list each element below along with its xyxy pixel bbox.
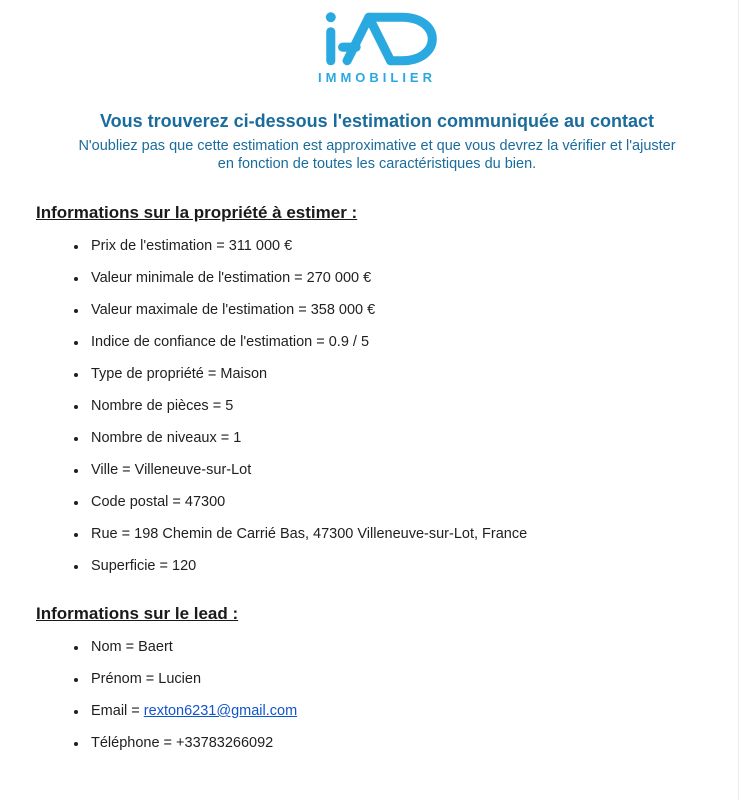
list-item-email bbox=[88, 702, 718, 721]
list-item-max-value: • Valeur maximale de l'estimation = 358 000 € bbox=[88, 301, 718, 320]
section-heading-property: Informations sur la propriété à estimer : bbox=[36, 203, 358, 222]
intro-subtitle bbox=[36, 138, 718, 173]
list-item-city: • Ville = Villeneuve-sur-Lot bbox=[88, 461, 718, 480]
list-item-min-value: • Valeur minimale de l'estimation = 270 000 € bbox=[88, 269, 718, 288]
list-item-rooms: • Nombre de pièces = 5 bbox=[88, 397, 718, 416]
logo bbox=[36, 8, 718, 85]
list-item-postal-code: • Code postal = 47300 bbox=[88, 493, 718, 512]
list-item-levels: • Nombre de niveaux = 1 bbox=[88, 429, 718, 448]
list-item-street: • Rue = 198 Chemin de Carrié Bas, 47300 Villeneuve-sur-Lot, France bbox=[88, 525, 718, 544]
list-item-lastname: • Nom = Baert bbox=[88, 638, 718, 657]
list-item-property-type: • Type de propriété = Maison bbox=[88, 365, 718, 384]
email-label: Email = bbox=[91, 703, 144, 719]
lead-list bbox=[36, 638, 718, 753]
list-item-firstname: • Prénom = Lucien bbox=[88, 670, 718, 689]
list-item-price: • Prix de l'estimation = 311 000 € bbox=[88, 237, 718, 256]
list-item-phone: • Téléphone = +33783266092 bbox=[88, 734, 718, 753]
email-link[interactable]: rexton6231@gmail.com bbox=[143, 703, 298, 719]
intro-subtitle-line1: N'oubliez pas que cette estimation est approximative et que vous devrez la vérifier et l'ajuster bbox=[78, 138, 676, 154]
list-item-confidence: • Indice de confiance de l'estimation = 0.9 / 5 bbox=[88, 333, 718, 352]
intro-title: Vous trouverez ci-dessous l'estimation communiquée au contact bbox=[99, 111, 655, 131]
section-heading-lead: Informations sur le lead : bbox=[36, 604, 239, 623]
iad-logo-icon bbox=[309, 10, 445, 68]
intro-subtitle-line2: en fonction de toutes les caractéristiques du bien. bbox=[217, 155, 537, 172]
property-list bbox=[36, 237, 718, 576]
logo-subtitle: IMMOBILIER bbox=[318, 70, 436, 85]
list-item-surface: • Superficie = 120 bbox=[88, 557, 718, 576]
